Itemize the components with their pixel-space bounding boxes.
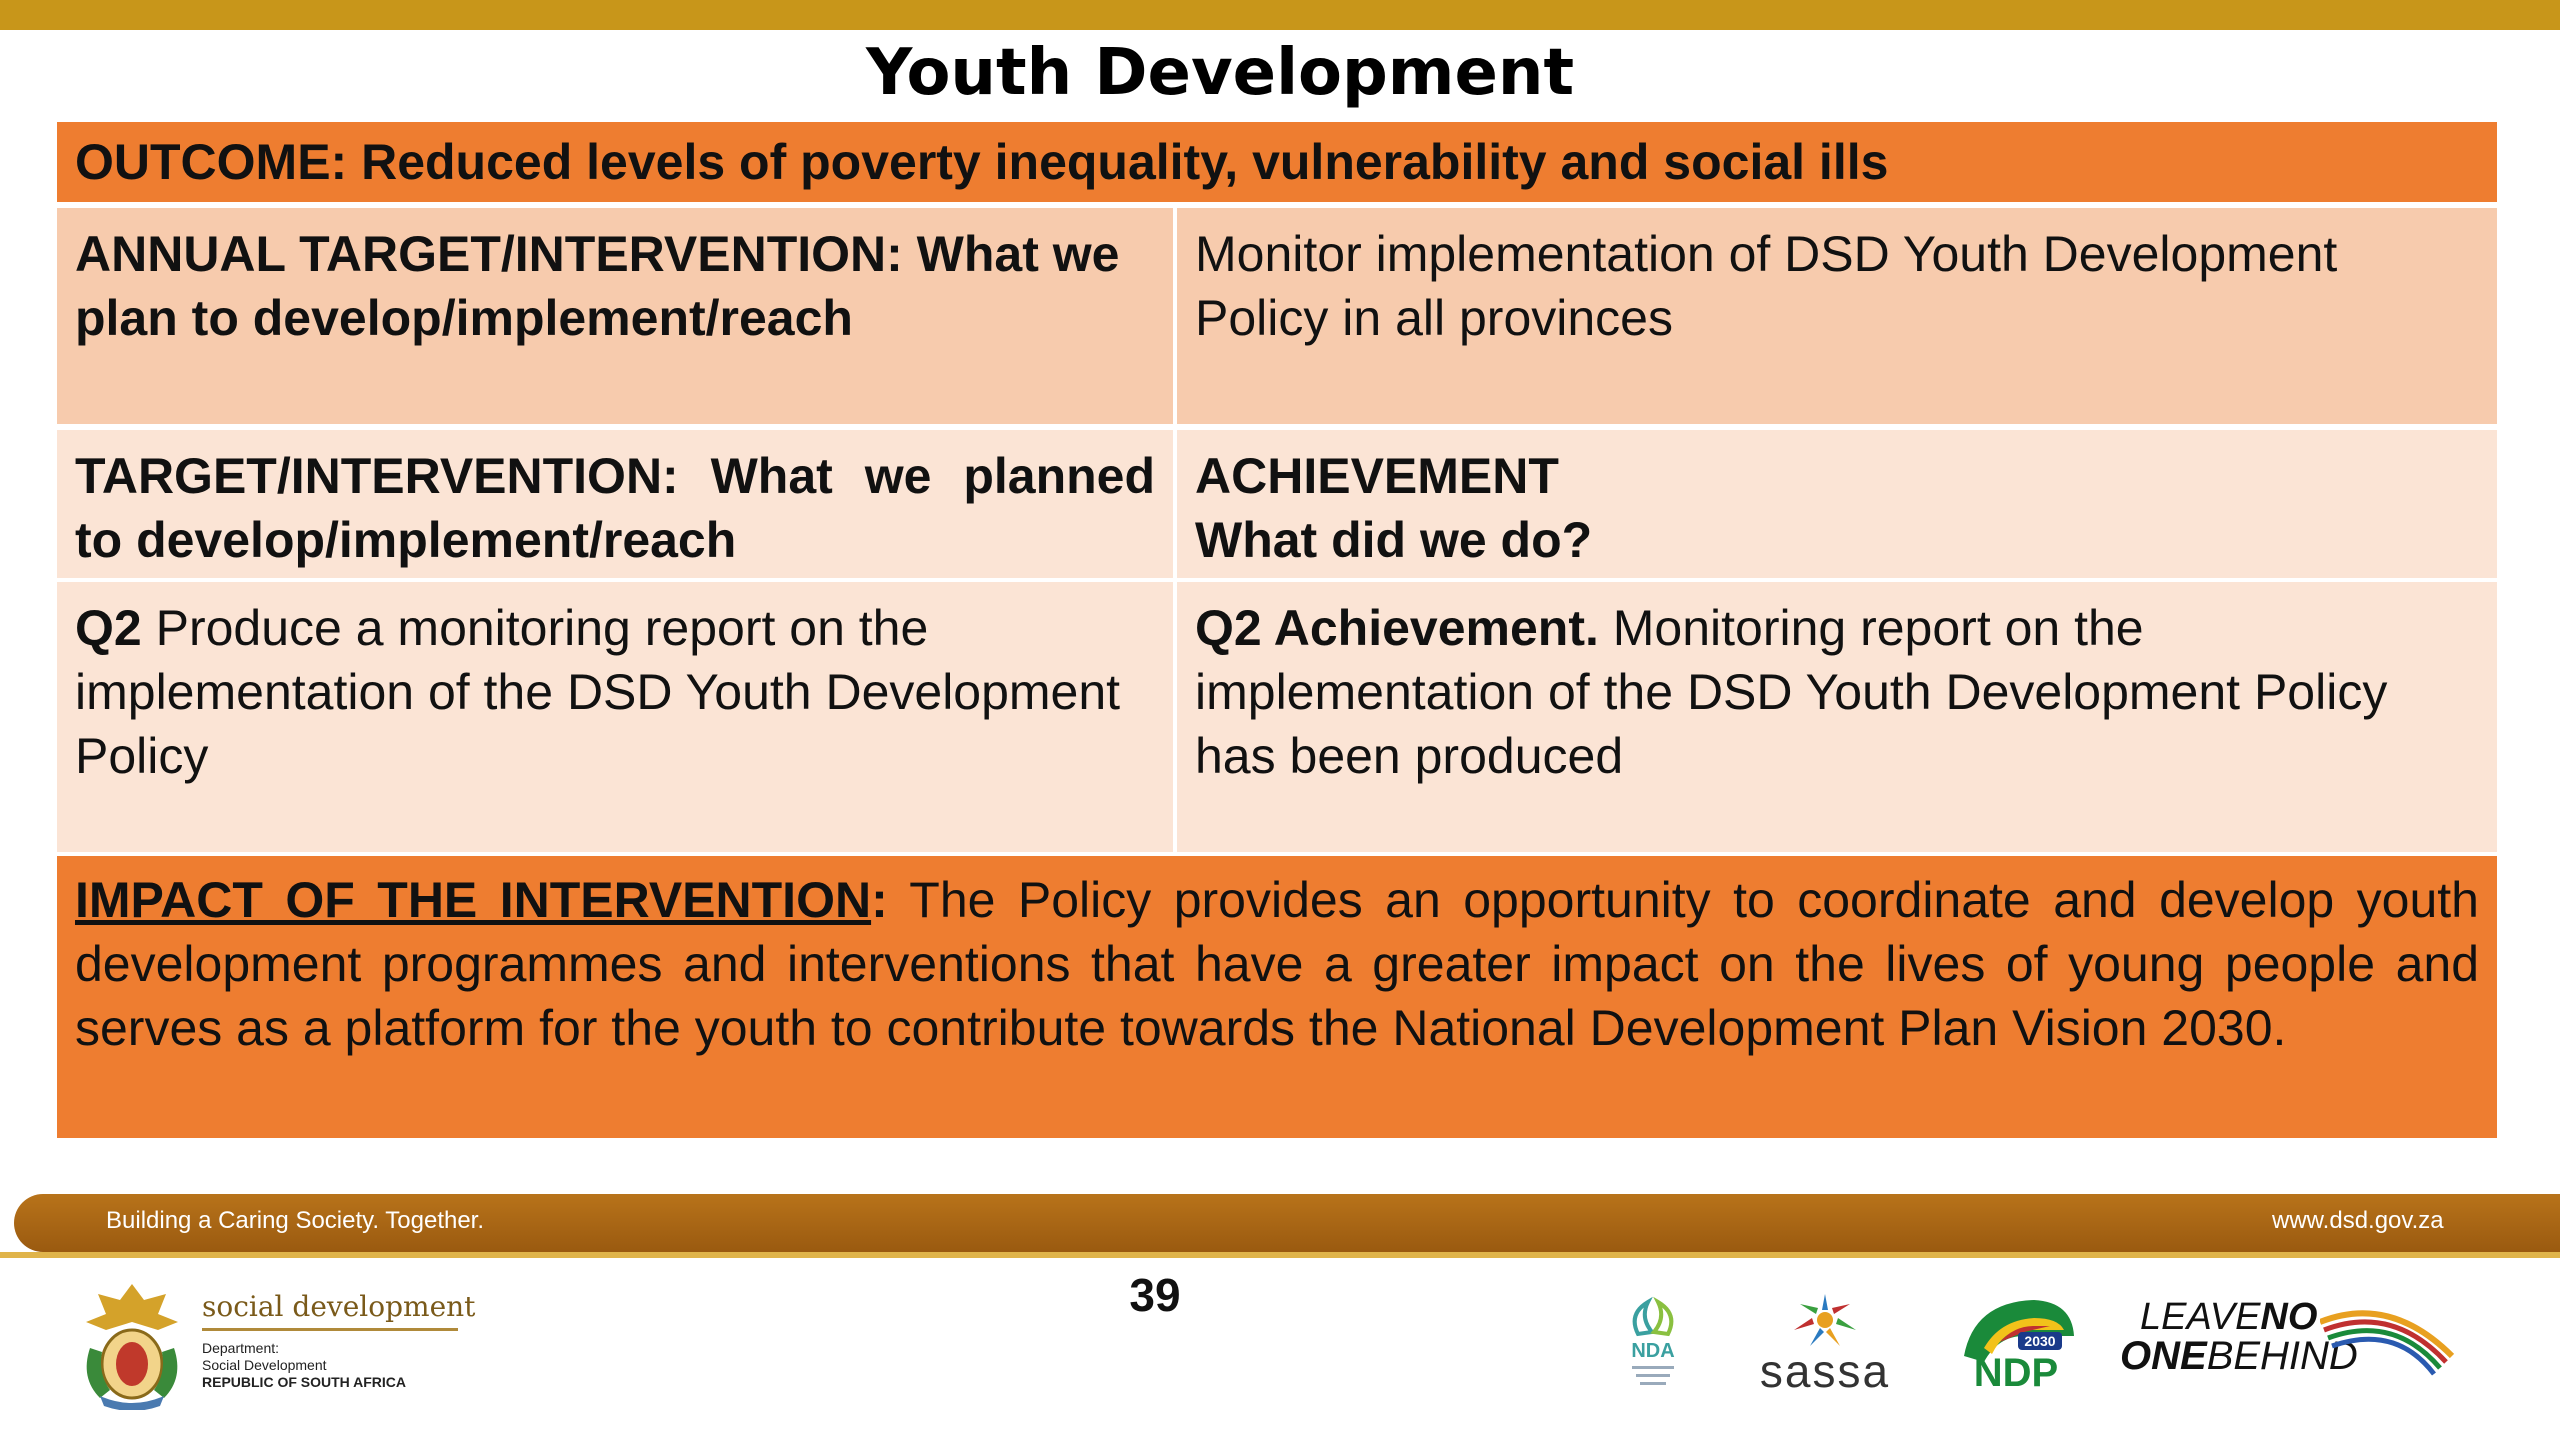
coat-of-arms-icon [70, 1278, 194, 1410]
leave-no-one-behind-logo [2120, 1296, 2456, 1382]
q2-target-text: Produce a monitoring report on the implementation of the DSD Youth Development Policy [75, 600, 1121, 784]
slide-title: Youth Development [865, 36, 1575, 110]
table-row [57, 208, 2497, 424]
top-accent-bar [0, 0, 2560, 30]
outcome-banner: OUTCOME: Reduced levels of poverty inequality, vulnerability and social ills [57, 122, 2497, 202]
lnob-leave: LEAVE [2140, 1296, 2261, 1338]
annual-target-value: Monitor implementation of DSD Youth Development Policy in all provinces [1195, 226, 2338, 346]
q2-target-lead: Q2 [75, 600, 142, 656]
table-row [57, 430, 2497, 578]
impact-text: The Policy provides an opportunity to coordinate and develop youth development programmes and interventions that have a greater impact on the lives of young people and serves as a platform for the youth to contribute towards the National Development Plan Vision 2030. [75, 872, 2479, 1056]
footer-website: www.dsd.gov.za [2272, 1207, 2444, 1234]
lnob-one: ONE [2120, 1334, 2207, 1378]
impact-label: IMPACT OF THE INTERVENTION [75, 872, 872, 928]
dsd-logo-rule [202, 1328, 458, 1331]
dsd-logo-line2: Social Development [202, 1357, 327, 1373]
impact-colon: : [871, 872, 888, 928]
q2-achievement-text: Monitoring report on the implementation of the DSD Youth Development Policy has been produced [1195, 600, 2388, 784]
lnob-behind: BEHIND [2206, 1334, 2358, 1378]
ndp-logo-icon [1954, 1296, 2078, 1390]
q2-achievement-lead: Q2 Achievement. [1195, 600, 1599, 656]
nda-logo-text: NDA [1631, 1340, 1675, 1362]
table-row [57, 582, 2497, 852]
dsd-logo-name: social development [202, 1290, 476, 1323]
dsd-logo-line1: Department: [202, 1340, 280, 1356]
footer-tagline: Building a Caring Society. Together. [106, 1207, 485, 1234]
lnob-swoosh-icon [2320, 1300, 2456, 1380]
annual-target-label: ANNUAL TARGET/INTERVENTION: What we plan to develop/implement/reach [57, 208, 1177, 424]
svg-text:2030: 2030 [2024, 1333, 2056, 1349]
lnob-no: NO [2260, 1296, 2318, 1338]
footer-divider [0, 1252, 2560, 1258]
achievement-header-title: ACHIEVEMENT [1195, 448, 1559, 504]
achievement-header [1177, 430, 2497, 578]
page-number: 39 [1129, 1269, 1181, 1321]
impact-box [57, 856, 2497, 1138]
dsd-logo-subtext [202, 1340, 406, 1391]
target-intervention-label: TARGET/INTERVENTION: What we planned to develop/implement/reach [57, 430, 1177, 578]
q2-target-cell [57, 582, 1177, 852]
ndp-logo-text: NDP [1973, 1351, 2059, 1390]
q2-achievement-cell [1177, 582, 2497, 852]
dsd-logo-line3: REPUBLIC OF SOUTH AFRICA [202, 1374, 407, 1390]
achievement-header-question: What did we do? [1195, 512, 1593, 568]
sassa-logo-icon [1790, 1290, 1860, 1350]
sassa-logo-text: sassa [1759, 1345, 1891, 1397]
